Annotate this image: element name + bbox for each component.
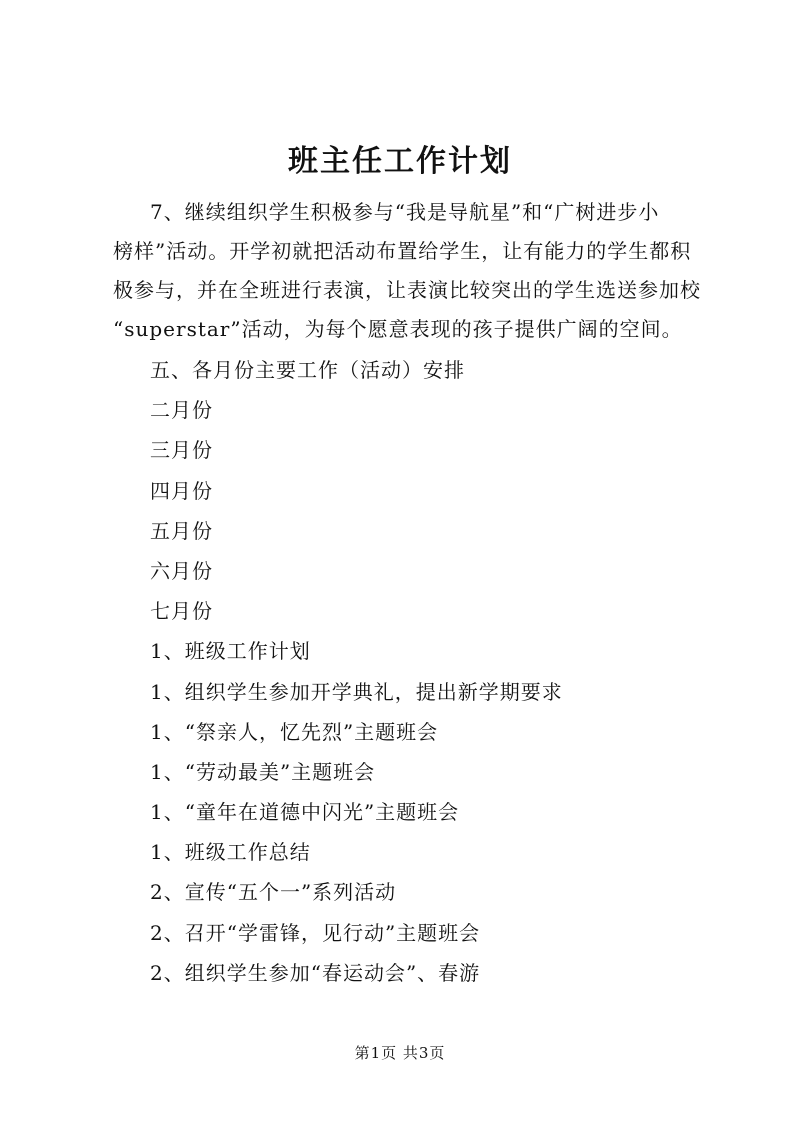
schedule-list xyxy=(150,350,750,993)
paragraph-line: 极参与，并在全班进行表演，让表演比较突出的学生选送参加校 xyxy=(113,278,701,302)
list-item: 三月份 xyxy=(150,438,213,463)
list-item: 1、组织学生参加开学典礼，提出新学期要求 xyxy=(150,679,563,704)
list-item: 二月份 xyxy=(150,398,213,423)
list-item: 1、班级工作计划 xyxy=(150,639,311,664)
list-item: 2、宣传“五个一”系列活动 xyxy=(150,880,397,905)
section-heading: 五、各月份主要工作（活动）安排 xyxy=(150,358,465,382)
list-item: 1、“劳动最美”主题班会 xyxy=(150,759,376,784)
paragraph-line: 7、继续组织学生积极参与“我是导航星”和“广树进步小 xyxy=(150,200,660,224)
list-item: 1、班级工作总结 xyxy=(150,840,311,865)
list-item: 2、召开“学雷锋，见行动”主题班会 xyxy=(150,920,481,945)
list-item: 1、“童年在道德中闪光”主题班会 xyxy=(150,800,460,825)
document-title: 班主任工作计划 xyxy=(288,144,512,179)
list-item: 四月份 xyxy=(150,478,213,503)
paragraph-line: 榜样”活动。开学初就把活动布置给学生，让有能力的学生都积 xyxy=(113,239,692,263)
paragraph-line: “superstar”活动，为每个愿意表现的孩子提供广阔的空间。 xyxy=(113,317,683,341)
list-item: 五月份 xyxy=(150,518,213,543)
list-item: 七月份 xyxy=(150,599,213,624)
page-footer: 第1页 共3页 xyxy=(354,1044,446,1062)
list-item: 2、组织学生参加“春运动会”、春游 xyxy=(150,960,481,985)
list-item: 1、“祭亲人，忆先烈”主题班会 xyxy=(150,719,439,744)
body-paragraph xyxy=(113,193,701,349)
list-item: 六月份 xyxy=(150,558,213,583)
